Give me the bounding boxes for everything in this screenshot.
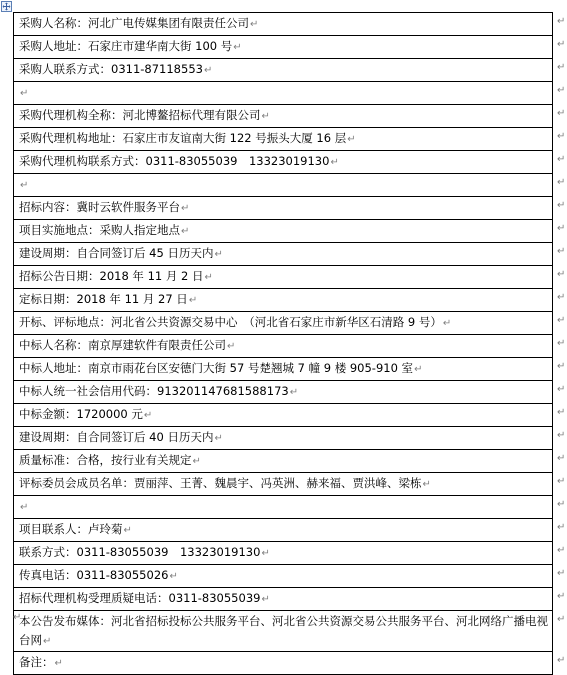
table-cell[interactable] (14, 496, 553, 519)
row-end-mark-icon: ↵ (557, 269, 566, 280)
cell-text: 招标公告日期：2018 年 11 月 2 日 (19, 269, 204, 283)
table-cell[interactable] (14, 542, 553, 565)
row-end-mark-icon: ↵ (557, 522, 566, 533)
table-cell[interactable] (14, 128, 553, 151)
paragraph-mark-icon: ↵ (204, 272, 213, 283)
table-cell[interactable] (14, 565, 553, 588)
table-cell[interactable] (14, 243, 553, 266)
paragraph-mark-icon: ↵ (261, 111, 270, 122)
cell-text: 评标委员会成员名单：贾丽萍、王菁、魏晨宇、冯英洲、赫来福、贾洪峰、梁栋 (19, 476, 422, 490)
table-row (14, 542, 553, 565)
cell-text: 质量标准：合格，按行业有关规定 (19, 453, 192, 467)
paragraph-mark-icon: ↵ (261, 594, 270, 605)
cell-text: 中标人地址：南京市雨花台区安德门大街 57 号楚翘城 7 幢 9 楼 905-910 室 (19, 361, 414, 375)
table-row (14, 220, 553, 243)
table-cell[interactable] (14, 220, 553, 243)
paragraph-mark-icon: ↵ (43, 635, 52, 647)
table-row (14, 496, 553, 519)
table-row (14, 565, 553, 588)
table-cell[interactable] (14, 519, 553, 542)
table-move-handle-icon[interactable] (1, 1, 12, 12)
row-end-mark-icon: ↵ (557, 384, 566, 395)
row-end-mark-icon: ↵ (557, 223, 566, 234)
cell-text: 中标人名称：南京厚建软件有限责任公司 (19, 338, 226, 352)
cell-text: 建设周期：自合同签订后 45 日历天内 (19, 246, 214, 260)
paragraph-mark-icon: ↵ (214, 249, 223, 260)
row-end-mark-icon: ↵ (557, 131, 566, 142)
row-end-mark-icon: ↵ (557, 430, 566, 441)
row-end-mark-icon: ↵ (557, 85, 566, 96)
cell-text: 项目联系人：卢玲菊 (19, 522, 123, 536)
paragraph-mark-icon: ↵ (227, 341, 236, 352)
table-row (14, 13, 553, 36)
paragraph-mark-icon: ↵ (169, 571, 178, 582)
table-row (14, 588, 553, 611)
table-cell[interactable] (14, 36, 553, 59)
table-row (14, 473, 553, 496)
cell-text: 开标、评标地点：河北省公共资源交易中心 （河北省石家庄市新华区石清路 9 号） (19, 315, 442, 329)
row-end-mark-icon: ↵ (557, 614, 566, 625)
table-cell[interactable] (14, 13, 553, 36)
cell-text: 招标代理机构受理质疑电话：0311-83055039 (19, 591, 261, 605)
table-row (14, 151, 553, 174)
row-end-mark-icon: ↵ (557, 476, 566, 487)
row-end-mark-icon: ↵ (557, 246, 566, 257)
table-cell[interactable] (14, 266, 553, 289)
cell-text: 中标人统一社会信用代码：913201147681588173 (19, 384, 289, 398)
row-end-mark-icon: ↵ (557, 568, 566, 579)
cell-text: 采购代理机构联系方式：0311-83055039 13323019130 (19, 154, 330, 168)
table-cell[interactable] (14, 174, 553, 197)
table-row (14, 652, 553, 675)
row-end-mark-icon: ↵ (557, 154, 566, 165)
table-cell[interactable] (14, 82, 553, 105)
table-cell[interactable] (14, 105, 553, 128)
row-end-mark-icon: ↵ (557, 292, 566, 303)
paragraph-mark-icon: ↵ (123, 525, 132, 536)
table-cell[interactable] (14, 427, 553, 450)
cell-text: 招标内容：冀时云软件服务平台 (19, 200, 180, 214)
row-end-mark-icon: ↵ (557, 545, 566, 556)
cell-text: 建设周期：自合同签订后 40 日历天内 (19, 430, 214, 444)
table-row (14, 381, 553, 404)
table-cell[interactable] (14, 652, 553, 675)
table-row (14, 611, 553, 652)
row-end-mark-icon: ↵ (557, 200, 566, 211)
table-row (14, 312, 553, 335)
row-end-mark-icon: ↵ (557, 407, 566, 418)
paragraph-mark-icon: ↵ (192, 456, 201, 467)
table-row (14, 404, 553, 427)
table-row (14, 59, 553, 82)
table-cell[interactable] (14, 335, 553, 358)
table-row (14, 197, 553, 220)
cell-text: 联系方式：0311-83055039 13323019130 (19, 545, 261, 559)
table-row (14, 335, 553, 358)
paragraph-mark-icon: ↵ (54, 658, 63, 669)
paragraph-mark-icon: ↵ (20, 180, 29, 191)
paragraph-mark-icon: ↵ (347, 134, 356, 145)
cell-text: 采购人名称：河北广电传媒集团有限责任公司 (19, 16, 249, 30)
cell-text: 备注： (19, 655, 54, 669)
table-row (14, 427, 553, 450)
table-row (14, 36, 553, 59)
paragraph-mark-icon: ↵ (20, 88, 29, 99)
paragraph-mark-icon: ↵ (422, 479, 431, 490)
table-row (14, 358, 553, 381)
row-end-mark-icon: ↵ (557, 39, 566, 50)
row-end-mark-icon: ↵ (557, 453, 566, 464)
cell-text: 采购人联系方式：0311-87118553 (19, 62, 203, 76)
table-cell[interactable] (14, 588, 553, 611)
table-row (14, 450, 553, 473)
paragraph-mark-icon: ↵ (414, 364, 423, 375)
row-end-mark-icon: ↵ (557, 591, 566, 602)
table-cell[interactable] (14, 358, 553, 381)
paragraph-mark-icon: ↵ (261, 548, 270, 559)
row-end-mark-icon: ↵ (557, 361, 566, 372)
paragraph-mark-icon: ↵ (289, 387, 299, 398)
table-row (14, 82, 553, 105)
table-cell[interactable] (14, 381, 553, 404)
table-cell[interactable] (14, 404, 553, 427)
row-end-mark-icon: ↵ (557, 108, 566, 119)
table-cell[interactable] (14, 151, 553, 174)
table-row (14, 289, 553, 312)
paragraph-mark-icon: ↵ (13, 612, 22, 623)
paragraph-mark-icon: ↵ (250, 19, 259, 30)
table-row (14, 243, 553, 266)
paragraph-mark-icon: ↵ (143, 410, 153, 421)
cell-text: 采购代理机构全称：河北博鳌招标代理有限公司 (19, 108, 261, 122)
row-end-mark-icon: ↵ (557, 655, 566, 666)
cell-text: 采购代理机构地址：石家庄市友谊南大街 122 号振头大厦 16 层 (19, 131, 347, 145)
paragraph-mark-icon: ↵ (442, 318, 452, 329)
table-row (14, 174, 553, 197)
cell-text: 项目实施地点：采购人指定地点 (19, 223, 180, 237)
table-cell[interactable] (14, 59, 553, 82)
table-row (14, 266, 553, 289)
paragraph-mark-icon: ↵ (181, 203, 190, 214)
table-cell[interactable] (14, 611, 553, 652)
cell-text: 采购人地址：石家庄市建华南大街 100 号 (19, 39, 233, 53)
paragraph-mark-icon: ↵ (233, 42, 242, 53)
table-cell[interactable] (14, 450, 553, 473)
paragraph-mark-icon: ↵ (203, 65, 213, 76)
cell-text: 定标日期：2018 年 11 月 27 日 (19, 292, 188, 306)
table-cell[interactable] (14, 473, 553, 496)
row-end-mark-icon: ↵ (557, 338, 566, 349)
table-row (14, 519, 553, 542)
table-cell[interactable] (14, 289, 553, 312)
paragraph-mark-icon: ↵ (181, 226, 190, 237)
paragraph-mark-icon: ↵ (20, 502, 29, 513)
paragraph-mark-icon: ↵ (330, 157, 339, 168)
table-row (14, 105, 553, 128)
table-row (14, 128, 553, 151)
row-end-mark-icon: ↵ (557, 499, 566, 510)
paragraph-mark-icon: ↵ (214, 433, 223, 444)
announcement-table (13, 12, 553, 675)
table-cell[interactable] (14, 197, 553, 220)
paragraph-mark-icon: ↵ (188, 295, 198, 306)
row-end-mark-icon: ↵ (557, 16, 566, 27)
cell-text: 本公告发布媒体：河北省招标投标公共服务平台、河北省公共资源交易公共服务平台、河北网络广播电视台网 (19, 613, 548, 647)
row-end-mark-icon: ↵ (557, 62, 566, 73)
cell-text: 传真电话：0311-83055026 (19, 568, 169, 582)
table-cell[interactable] (14, 312, 553, 335)
row-end-mark-icon: ↵ (557, 177, 566, 188)
row-end-mark-icon: ↵ (557, 315, 566, 326)
cell-text: 中标金额：1720000 元 (19, 407, 143, 421)
